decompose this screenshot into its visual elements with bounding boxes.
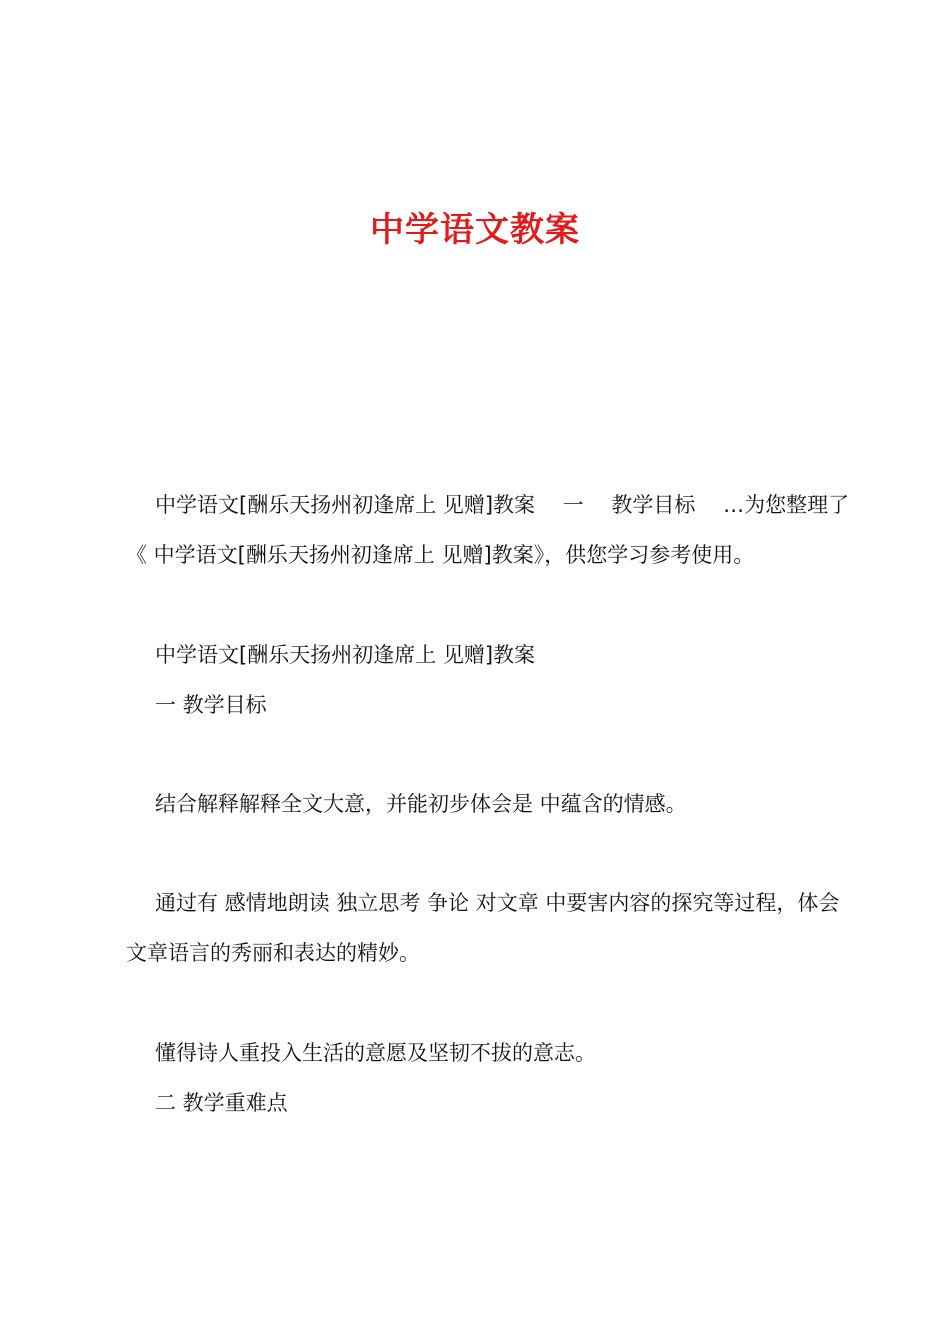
document-title: 中学语文教案 bbox=[370, 210, 580, 250]
intro-paragraph: 中学语文[酬乐天扬州初逢席上 见赠]教案 一 教学目标 …为您整理了《 中学语文[酬乐天扬州初逢席上 见赠]教案》，供您学习参考使用。 bbox=[126, 493, 850, 567]
section-heading-key-points: 二 教学重难点 bbox=[155, 1091, 288, 1115]
section-heading-objectives: 一 教学目标 bbox=[155, 693, 267, 717]
objective-paragraph-3: 懂得诗人重投入生活的意愿及坚韧不拔的意志。 bbox=[155, 1041, 596, 1065]
lesson-heading: 中学语文[酬乐天扬州初逢席上 见赠]教案 bbox=[155, 643, 536, 667]
objective-paragraph-2: 通过有 感情地朗读 独立思考 争论 对文章 中要害内容的探究等过程，体会文章语言的秀丽和表达的精妙。 bbox=[126, 891, 840, 965]
objective-paragraph-1: 结合解释解释全文大意，并能初步体会是 中蕴含的情感。 bbox=[155, 792, 687, 816]
